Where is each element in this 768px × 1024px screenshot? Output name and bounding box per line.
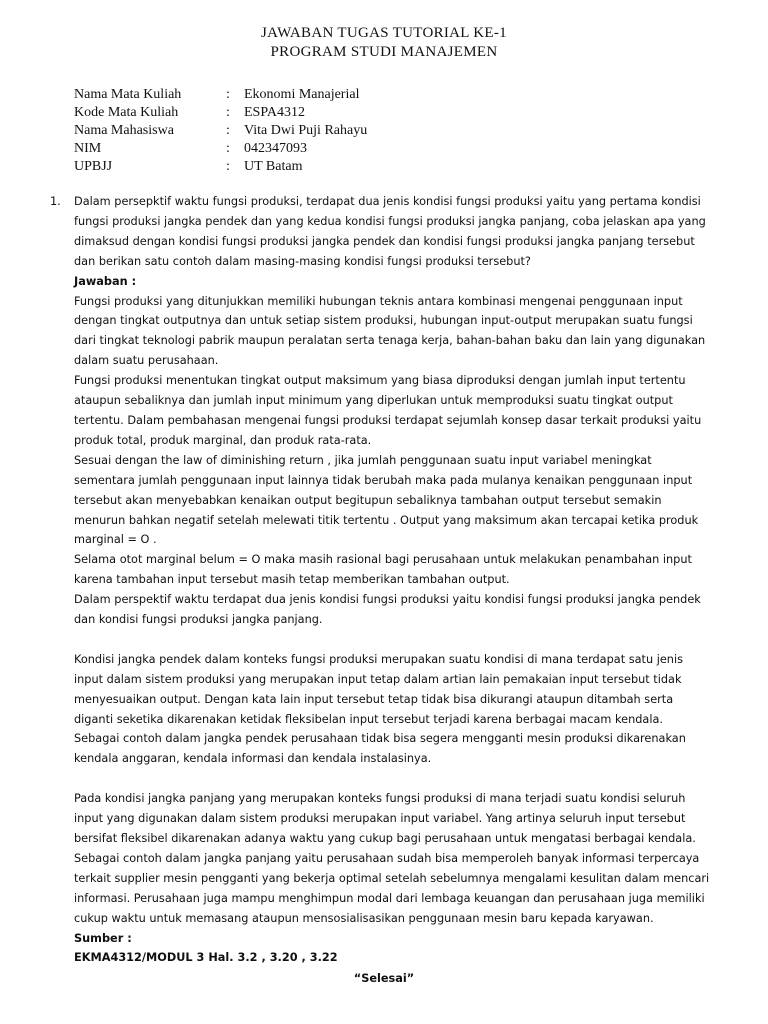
closing-text: “Selesai” <box>353 972 415 985</box>
answer-paragraph: Sesuai dengan the law of diminishing return , jika jumlah penggunaan suatu input variabel meningkat sementara jumlah penggunaan input lainnya tidak berubah maka pada mulanya kenaikan penggunaan input tersebut akan menyebabkan kenaikan output begitupun sebaliknya tambahan output tersebut semakin menurun bahkan negatif setelah melewati titik tertentu . Output yang maksimum akan tercapai ketika produk marginal = O . <box>74 453 699 547</box>
info-colon: : <box>226 159 230 174</box>
short-term-paragraph: Kondisi jangka pendek dalam konteks fungsi produksi merupakan suatu kondisi di mana terdapat satu jenis input dalam sistem produksi yang merupakan input tetap dalam artian lain pemakaian input tersebut tidak menyesuaikan output. Dengan kata lain input tersebut tetap tidak bisa dikurangi ataupun ditambah serta diganti seketika dikarenakan ketidak fleksibelan input tersebut terjadi karena berbagai macam kendala. <box>74 652 683 726</box>
info-label: Nama Mata Kuliah <box>74 87 182 102</box>
info-colon: : <box>226 105 230 120</box>
info-value: Vita Dwi Puji Rahayu <box>244 123 368 138</box>
info-value: Ekonomi Manajerial <box>244 87 360 102</box>
answer-body <box>50 192 714 968</box>
info-label: Kode Mata Kuliah <box>74 105 179 120</box>
question-number: 1. <box>50 195 61 208</box>
short-term-example: Sebagai contoh dalam jangka pendek perusahaan tidak bisa segera mengganti mesin produksi dikarenakan kendala anggaran, kendala informasi dan kendala instalasinya. <box>74 732 686 766</box>
info-colon: : <box>226 87 230 102</box>
info-value: 042347093 <box>244 141 307 156</box>
document-title: JAWABAN TUGAS TUTORIAL KE-1 <box>261 25 507 41</box>
info-label: NIM <box>74 141 102 156</box>
answer-paragraph: Dalam perspektif waktu terdapat dua jenis kondisi fungsi produksi yaitu kondisi fungsi produksi jangka pendek dan kondisi fungsi produksi jangka panjang. <box>74 593 701 627</box>
info-value: ESPA4312 <box>244 105 305 120</box>
answer-paragraph: Fungsi produksi menentukan tingkat output maksimum yang biasa diproduksi dengan jumlah input tertentu ataupun sebaliknya dan jumlah input minimum yang diperlukan untuk memproduksi suatu tingkat output tertentu. Dalam pembahasan mengenai fungsi produksi terdapat sejumlah konsep dasar terkait produksi yaitu produk total, produk marginal, dan produk rata-rata. <box>74 374 702 447</box>
long-term-paragraph: Pada kondisi jangka panjang yang merupakan konteks fungsi produksi di mana terjadi suatu kondisi seluruh input yang digunakan dalam sistem produksi merupakan input variabel. Yang artinya seluruh input tersebut bersifat fleksibel dikarenakan adanya waktu yang cukup bagi perusahaan untuk mengatasi berbagai kendala. <box>74 792 696 845</box>
info-colon: : <box>226 123 230 138</box>
info-label: UPBJJ <box>74 159 113 174</box>
answer-heading: Jawaban : <box>74 274 137 288</box>
info-colon: : <box>226 141 230 156</box>
document-subtitle: PROGRAM STUDI MANAJEMEN <box>270 44 498 60</box>
long-term-example: Sebagai contoh dalam jangka panjang yaitu perusahaan sudah bisa memperoleh banyak informasi terpercaya terkait supplier mesin pengganti yang bekerja optimal setelah sebelumnya mengalami kesulitan dalam mencari informasi. Perusahaan juga mampu menghimpun modal dari lembaga keuangan dan perusahaan juga memiliki cukup waktu untuk memasang ataupun mensosialisasikan penggunaan mesin baru kepada karyawan. <box>74 851 710 925</box>
answer-paragraph: Selama otot marginal belum = O maka masih rasional bagi perusahaan untuk melakukan penambahan input karena tambahan input tersebut masih tetap memberikan tambahan output. <box>74 553 692 587</box>
source-reference: EKMA4312/MODUL 3 Hal. 3.2 , 3.20 , 3.22 <box>74 951 338 965</box>
info-label: Nama Mahasiswa <box>74 123 174 138</box>
answer-paragraph: Fungsi produksi yang ditunjukkan memiliki hubungan teknis antara kombinasi mengenai penggunaan input dengan tingkat outputnya dan untuk setiap sistem produksi, hubungan input-output merupakan suatu fungsi dari tingkat teknologi pabrik maupun peralatan serta tenaga kerja, bahan-bahan baku dan lain yang digunakan dalam suatu perusahaan. <box>74 294 706 368</box>
source-label: Sumber : <box>74 931 132 945</box>
info-value: UT Batam <box>244 159 303 174</box>
question-text: Dalam persepktif waktu fungsi produksi, terdapat dua jenis kondisi fungsi produksi yaitu yang pertama kondisi fungsi produksi jangka pendek dan yang kedua kondisi fungsi produksi jangka panjang, coba jelaskan apa yang dimaksud dengan kondisi fungsi produksi jangka pendek dan kondisi fungsi produksi jangka panjang tersebut dan berikan satu contoh dalam masing-masing kondisi fungsi produksi tersebut? <box>74 195 706 268</box>
